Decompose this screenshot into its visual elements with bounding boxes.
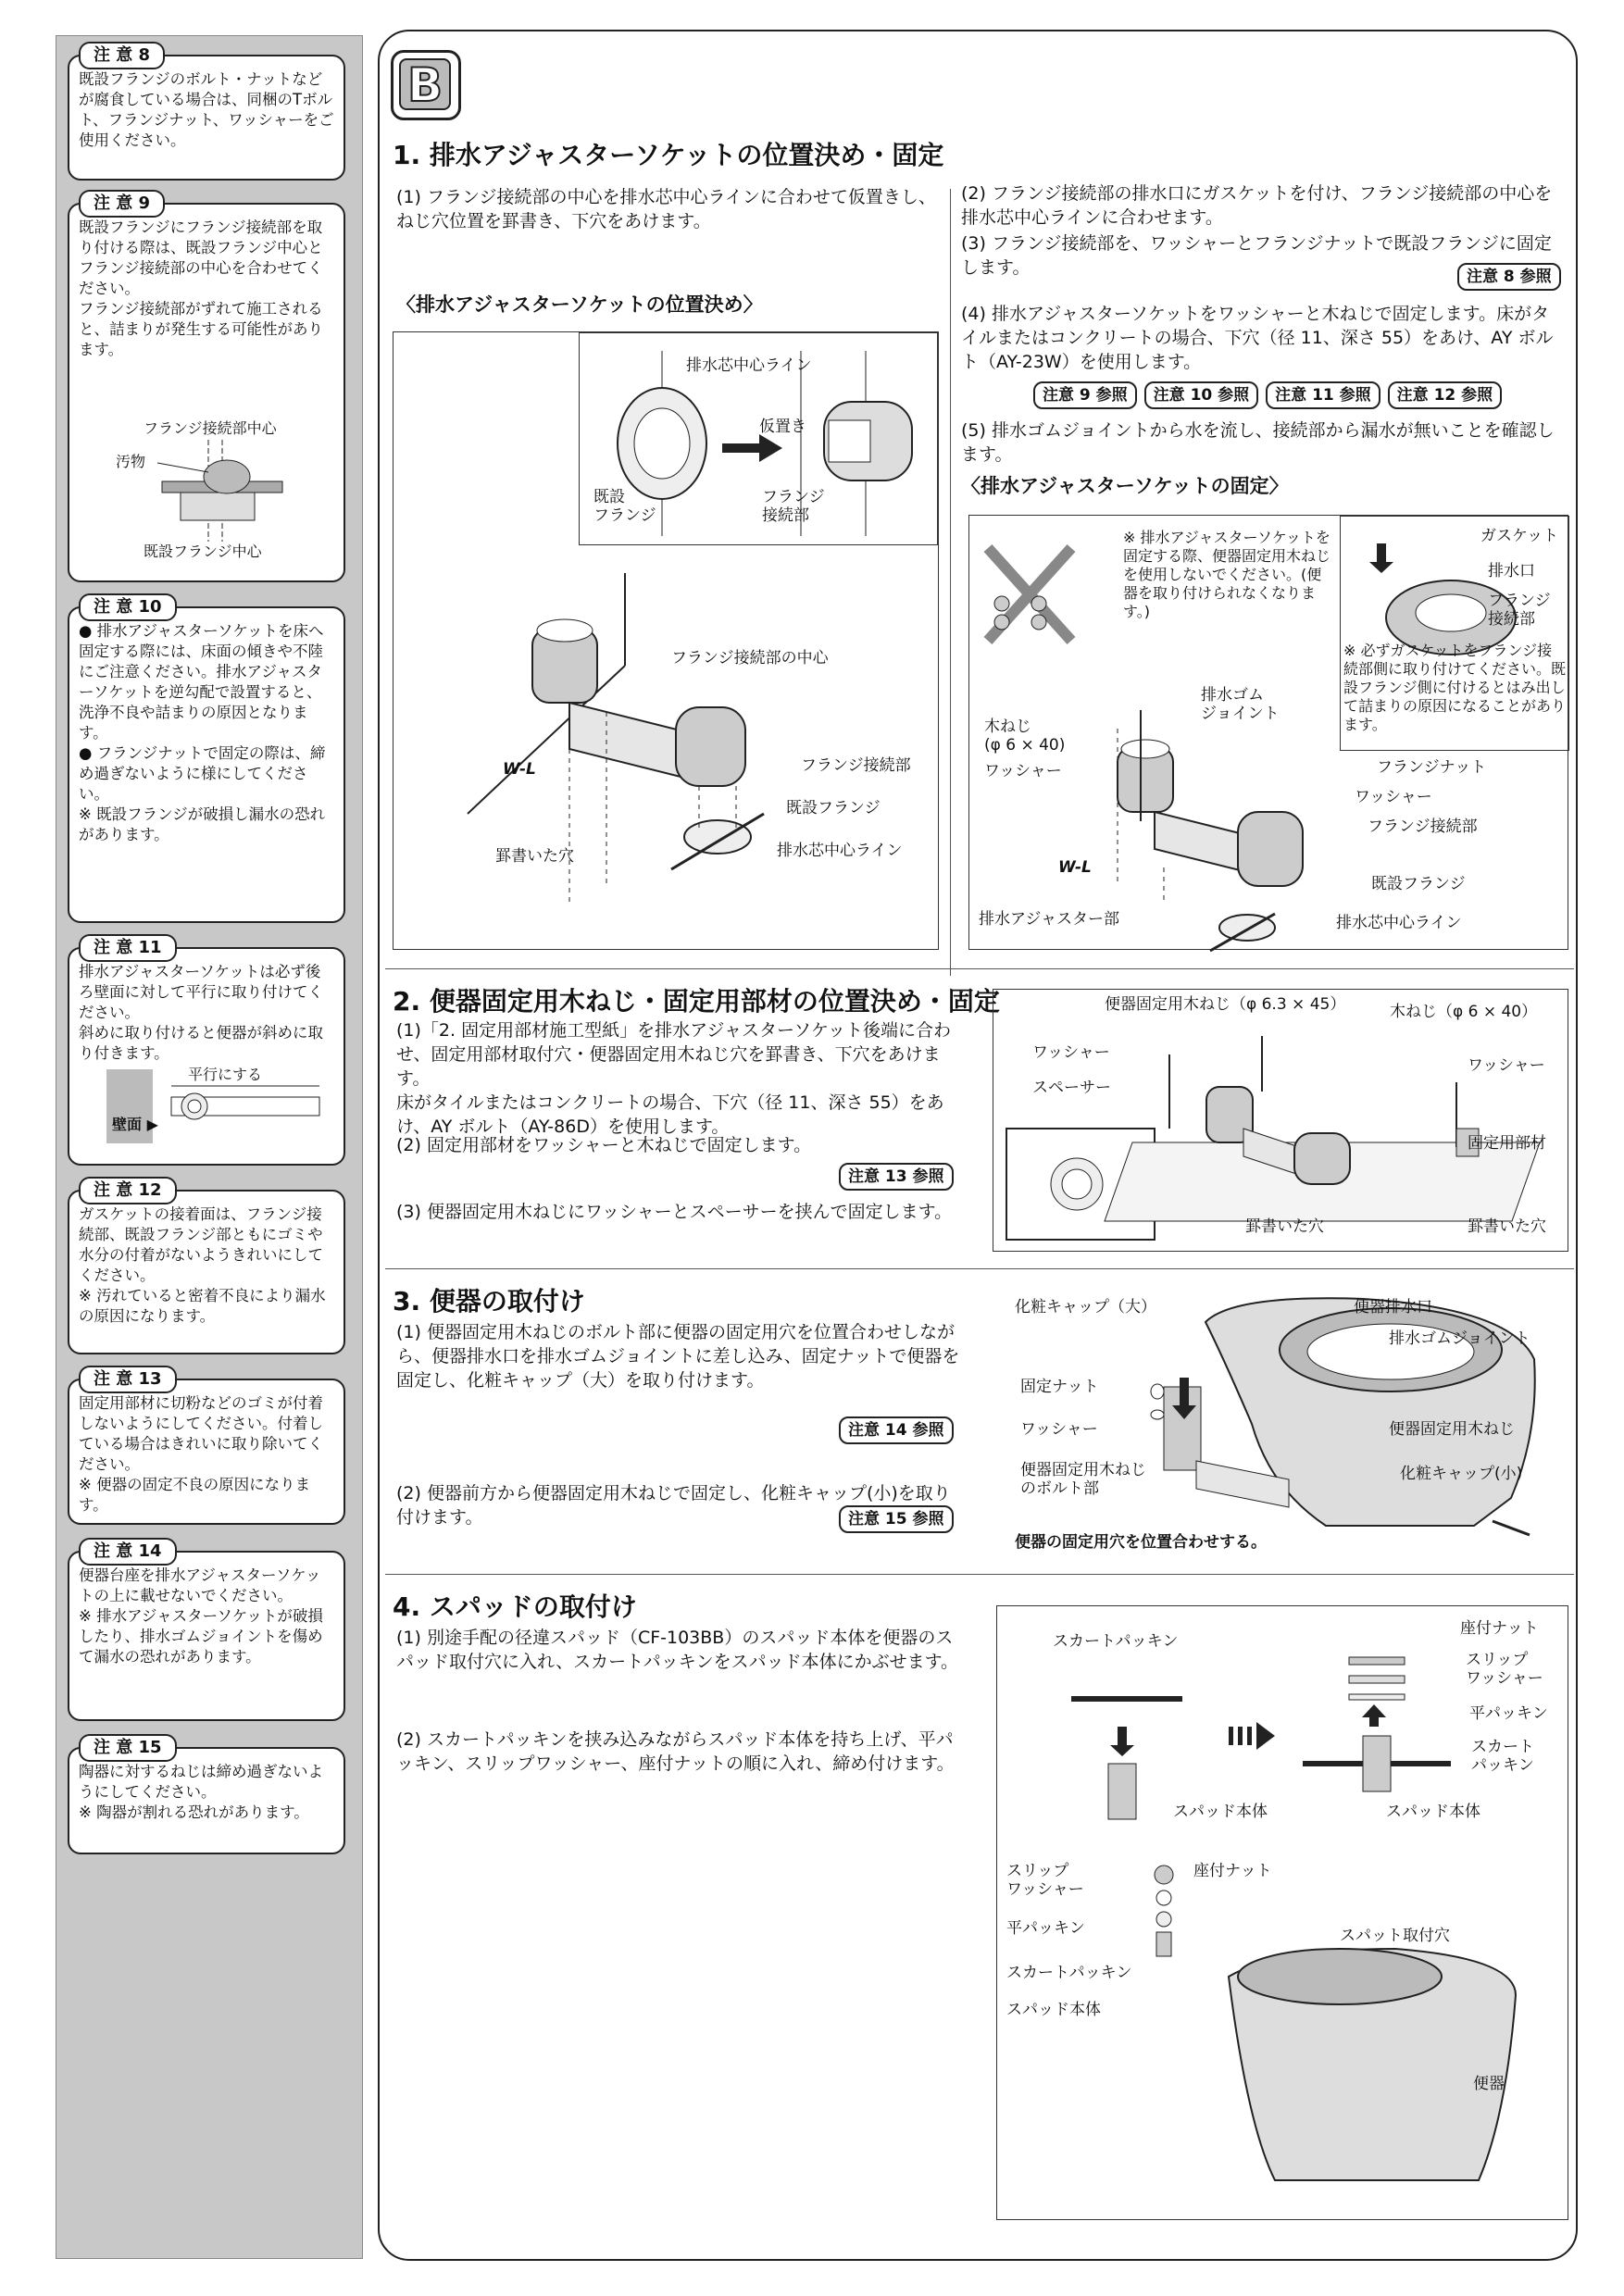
diagram-label: フランジ接続部中心 [144, 419, 277, 437]
s2-step-1: (1)「2. 固定用部材施工型紙」を排水アジャスターソケット後端に合わせ、固定用部材取付穴・便器固定用木ねじ穴を罫書き、下穴をあけます。 床がタイルまたはコンクリートの場合、下穴（径 11、深さ 55）をあけ、AY ボルト（AY-86D）を使用します。 [396, 1020, 952, 1137]
fig-s2-label: スペーサー [1032, 1079, 1111, 1097]
fig-s3-label: 排水ゴムジョイント [1389, 1329, 1530, 1348]
fig-s3-label: 便器排水口 [1354, 1298, 1432, 1316]
note-15 [68, 1738, 345, 1854]
note-title: 注 意 14 [79, 1538, 177, 1566]
fig1-label: 既設フランジ [786, 799, 881, 817]
fig1-label: 罫書いた穴 [495, 847, 574, 866]
note-10 [68, 597, 345, 923]
ref-note-15 [839, 1505, 954, 1533]
ref-badge: 注意 10 参照 [1144, 381, 1259, 409]
fig-s4-label: 座付ナット [1193, 1862, 1272, 1880]
figure-fixing-parts [993, 989, 1568, 1252]
fig-s2-label: ワッシャー [1032, 1043, 1110, 1062]
note-title: 注 意 11 [79, 934, 177, 962]
note-text: 既設フランジにフランジ接続部を取り付ける際は、既設フランジ中心とフランジ接続部の中心を合わせてください。 フランジ接続部がずれて施工されると、詰まりが発生する可能性があります。 [79, 218, 323, 358]
section-1-heading: 1. 排水アジャスターソケットの位置決め・固定 [393, 140, 944, 170]
fig-s4-label: スパッド本体 [1173, 1803, 1268, 1821]
fig1-label: 排水芯中心ライン [777, 842, 903, 860]
fig2-label: 木ねじ (φ 6 × 40) [984, 718, 1066, 755]
fig-s2-label: 罫書いた穴 [1245, 1217, 1324, 1236]
divider [385, 1574, 1574, 1575]
fig-s4-label: スカートパッキン [1053, 1632, 1179, 1651]
fig2-inset-note: ※ 必ずガスケットをフランジ接続部側に取り付けてください。既設フランジ側に付けるとはみ出して詰まりの原因になることがあります。 [1343, 642, 1567, 733]
fig-s4-label: スリップ ワッシャー [1006, 1862, 1084, 1899]
note-title: 注 意 9 [79, 190, 165, 218]
fig1-label: フランジ 接続部 [762, 488, 825, 525]
fig-s2-label: 罫書いた穴 [1468, 1217, 1546, 1236]
fig2-label: ワッシャー [1355, 788, 1432, 806]
fixing-parts-drawing [993, 990, 1569, 1253]
fig2-label: フランジナット [1377, 758, 1487, 777]
ref-badge: 注意 14 参照 [839, 1416, 954, 1444]
fig-s3-label: ワッシャー [1020, 1420, 1098, 1439]
section-3-heading: 3. 便器の取付け [393, 1286, 585, 1316]
fig2-warning: ※ 排水アジャスターソケットを固定する際、便器固定用木ねじを使用しないでください。(便器を取り付けられなくなります。) [1123, 529, 1331, 620]
fig1-label: 仮置き [759, 418, 806, 436]
note-8 [68, 45, 345, 181]
figure-spud [996, 1605, 1568, 2220]
s4-step-1: (1) 別途手配の径違スパッド（CF-103BB）のスパッド本体を便器のスパッド取付穴に入れ、スカートパッキンをスパッド本体にかぶせます。 [396, 1628, 959, 1672]
fig-s2-label: ワッシャー [1468, 1056, 1545, 1075]
notes-sidebar [56, 35, 363, 2259]
ref-note-13 [839, 1163, 954, 1191]
s1-subheading-fix: 〈排水アジャスターソケットの固定〉 [961, 475, 1289, 497]
fig2-inset-label: 排水口 [1488, 562, 1535, 580]
note-11 [68, 938, 345, 1166]
fig2-label: 排水ゴム ジョイント [1201, 686, 1280, 723]
fig2-label: 排水アジャスター部 [979, 910, 1119, 929]
s2-step-2: (2) 固定用部材をワッシャーと木ねじで固定します。 [396, 1135, 812, 1155]
fig-s4-label: スパッド本体 [1006, 2001, 1101, 2019]
s1-step-2: (2) フランジ接続部の排水口にガスケットを付け、フランジ接続部の中心を排水芯中心ラインに合わせます。 [961, 183, 1553, 228]
note-title: 注 意 13 [79, 1366, 177, 1393]
divider [385, 968, 1574, 969]
fig-s2-label: 便器固定用木ねじ（φ 6.3 × 45） [1105, 995, 1346, 1014]
diagram-label: 汚物 [116, 453, 146, 470]
fig2-label: 既設フランジ [1371, 875, 1466, 893]
fig2-label: 排水芯中心ライン [1336, 914, 1462, 932]
s1-subheading-position: 〈排水アジャスターソケットの位置決め〉 [396, 293, 763, 316]
spud-drawing [997, 1606, 1569, 2221]
parallel-diagram [153, 1079, 338, 1134]
note-text: ガスケットの接着面は、フランジ接続部、既設フランジ部ともにゴミや水分の付着がないようきれいにしてください。 ※ 汚れていると密着不良により漏水の原因になります。 [79, 1205, 326, 1325]
fig-s2-label: 木ねじ（φ 6 × 40） [1390, 1003, 1538, 1021]
fig-s3-label: 便器固定用木ねじ [1389, 1420, 1515, 1439]
s1-step-4: (4) 排水アジャスターソケットをワッシャーと木ねじで固定します。床がタイルまたはコンクリートの場合、下穴（径 11、深さ 55）をあけ、AY ボルト（AY-23W）を使用します。 [961, 304, 1554, 372]
fig-s4-label: スパット取付穴 [1340, 1927, 1450, 1945]
fig2-label: ワッシャー [984, 762, 1062, 780]
note-text: 排水アジャスターソケットは必ず後ろ壁面に対して平行に取り付けてください。 斜めに取り付けると便器が斜めに取り付きます。 [79, 963, 323, 1062]
note-title: 注 意 12 [79, 1177, 177, 1204]
s1-refs [1033, 381, 1502, 409]
fig-s4-label: 便器 [1473, 2075, 1505, 2093]
fig-s4-label: 平パッキン [1006, 1919, 1085, 1938]
fig1-label: 既設 フランジ [593, 488, 656, 525]
fig-s2-label: 固定用部材 [1468, 1134, 1546, 1153]
fig2-label: フランジ接続部 [1368, 817, 1478, 836]
ref-badge: 注意 15 参照 [839, 1505, 954, 1533]
parallel-label: 平行にする [188, 1066, 263, 1083]
ref-badge: 注意 11 参照 [1266, 381, 1380, 409]
fig-s3-label: 化粧キャップ（大） [1015, 1298, 1156, 1316]
fig1-wl-label: W-L [503, 760, 536, 779]
section-badge [391, 50, 461, 120]
fig1-label: フランジ接続部 [801, 756, 911, 775]
note-title: 注 意 10 [79, 593, 177, 621]
note-text: ● 排水アジャスターソケットを床へ固定する際には、床面の傾きや不陸にご注意ください。排水アジャスターソケットを逆勾配で設置すると、洗浄不良や詰まりの原因となります。 ● フランジナットで固定の際は、締め過ぎないように様にしてください。 ※ 既設フランジが破損し漏水の恐れがあります。 [79, 622, 326, 843]
fig1-label: 排水芯中心ライン [686, 356, 812, 375]
note-title: 注 意 15 [79, 1734, 177, 1762]
badge-letter: B [399, 58, 451, 110]
fig-s3-label: 固定ナット [1020, 1378, 1099, 1396]
fig-s4-label: スリップ ワッシャー [1466, 1651, 1543, 1688]
diagram-label: 既設フランジ中心 [144, 543, 262, 560]
fig-s4-label: スカート パッキン [1471, 1738, 1534, 1775]
note-9 [68, 193, 345, 582]
ref-badge: 注意 8 参照 [1457, 263, 1561, 291]
fig2-inset-label: ガスケット [1480, 527, 1559, 545]
s3-step-1: (1) 便器固定用木ねじのボルト部に便器の固定用穴を位置合わせしながら、便器排水口を排水ゴムジョイントに差し込み、固定ナットで便器を固定し、化粧キャップ（大）を取り付けます。 [396, 1322, 960, 1391]
note-title: 注 意 8 [79, 42, 165, 69]
figure-toilet-install [993, 1285, 1568, 1559]
column-divider [950, 189, 951, 976]
s1-step-3: (3) フランジ接続部を、ワッシャーとフランジナットで既設フランジに固定します。 [961, 233, 1552, 278]
s1-step-1: (1) フランジ接続部の中心を排水芯中心ラインに合わせて仮置きし、ねじ穴位置を罫書き、下穴をあけます。 [396, 187, 936, 231]
section-4-heading: 4. スパッドの取付け [393, 1591, 637, 1622]
ref-note-14 [839, 1416, 954, 1444]
figure-positioning [393, 331, 939, 950]
ref-note-8 [1457, 263, 1561, 291]
ref-badge: 注意 9 参照 [1033, 381, 1137, 409]
note-text: 既設フランジのボルト・ナットなどが腐食している場合は、同梱のTボルト、フランジナット、ワッシャーをご使用ください。 [79, 70, 334, 149]
note-14 [68, 1541, 345, 1721]
note-13 [68, 1369, 345, 1525]
fig-s3-label: 化粧キャップ(小) [1400, 1465, 1523, 1483]
fig-s4-label: 座付ナット [1460, 1619, 1539, 1638]
s2-step-3: (3) 便器固定用木ねじにワッシャーとスペーサーを挟んで固定します。 [396, 1202, 953, 1222]
fig-s3-caption: 便器の固定用穴を位置合わせする。 [1015, 1533, 1267, 1552]
main-panel [378, 30, 1578, 2261]
section-2-heading: 2. 便器固定用木ねじ・固定用部材の位置決め・固定 [393, 986, 1000, 1017]
fig-s3-label: 便器固定用木ねじ のボルト部 [1020, 1461, 1146, 1498]
s1-step-5: (5) 排水ゴムジョイントから水を流し、接続部から漏水が無いことを確認します。 [961, 420, 1555, 465]
note-text: 便器台座を排水アジャスターソケットの上に載せないでください。 ※ 排水アジャスターソケットが破損したり、排水ゴムジョイントを傷めて漏水の恐れがあります。 [79, 1566, 323, 1666]
divider [385, 1268, 1574, 1269]
ref-badge: 注意 13 参照 [839, 1163, 954, 1191]
s3-step-2: (2) 便器前方から便器固定用木ねじで固定し、化粧キャップ(小)を取り付けます。 [396, 1483, 951, 1528]
fig2-wl-label: W-L [1058, 858, 1092, 877]
s4-step-2: (2) スカートパッキンを挟み込みながらスパッド本体を持ち上げ、平パッキン、スリップワッシャー、座付ナットの順に入れ、締め付けます。 [396, 1729, 955, 1774]
fig-s4-label: 平パッキン [1469, 1704, 1548, 1723]
wall-label: 壁面 ▶ [112, 1116, 158, 1133]
ref-badge: 注意 12 参照 [1388, 381, 1503, 409]
fig-s4-label: スパッド本体 [1386, 1803, 1480, 1821]
fig-s4-label: スカートパッキン [1006, 1964, 1132, 1982]
note-text: 固定用部材に切粉などのゴミが付着しないようにしてください。付着している場合はきれいに取り除いてください。 ※ 便器の固定不良の原因になります。 [79, 1394, 323, 1514]
fig2-inset-label: フランジ 接続部 [1488, 592, 1551, 629]
note-text: 陶器に対するねじは締め過ぎないようにしてください。 ※ 陶器が割れる恐れがあります。 [79, 1763, 323, 1821]
fig1-label: フランジ接続部の中心 [671, 649, 829, 668]
note-12 [68, 1180, 345, 1354]
flange-center-diagram [69, 440, 347, 542]
figure-fixing [968, 515, 1568, 950]
